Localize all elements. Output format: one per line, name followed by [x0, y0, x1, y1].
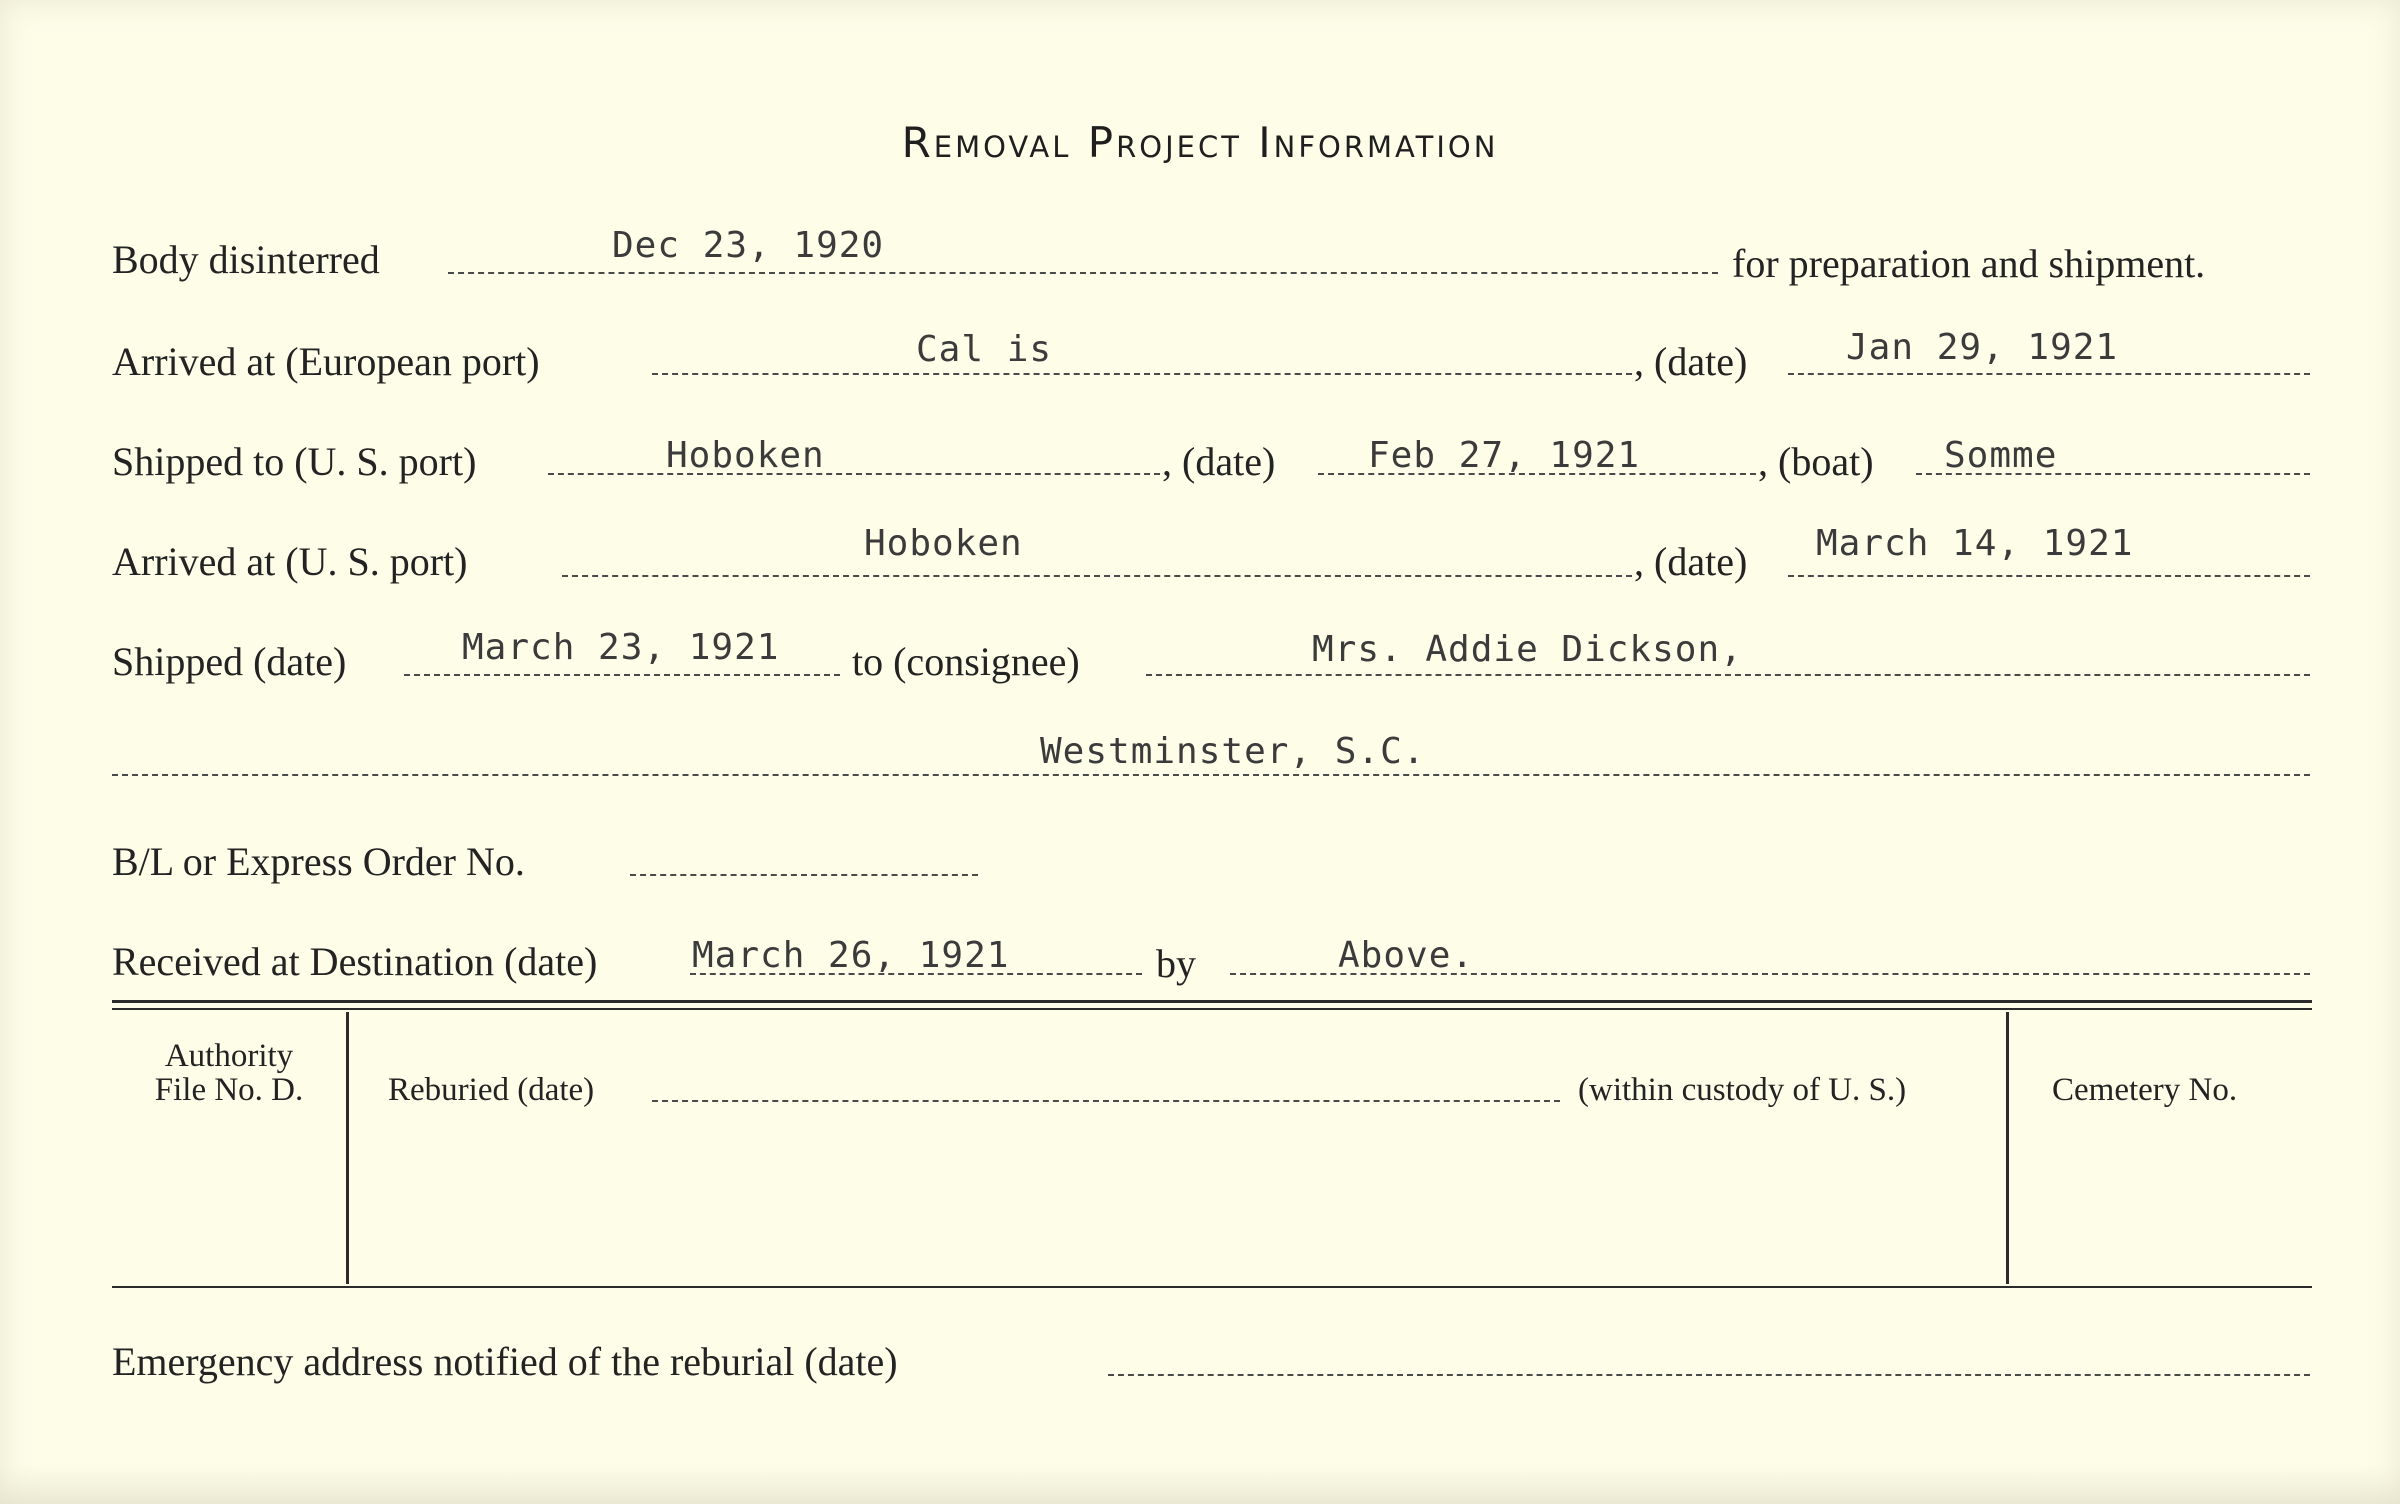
address-line: [112, 774, 2310, 776]
emergency-address-label: Emergency address notified of the reburial (date): [112, 1339, 898, 1384]
arrived-us-port-line: [562, 575, 1632, 577]
arrived-european-port-label: Arrived at (European port): [112, 339, 540, 384]
european-date-label: , (date): [1634, 339, 1748, 384]
consignee-line: [1146, 674, 2310, 676]
body-disinterred-line: [448, 272, 1718, 274]
custody-label: (within custody of U. S.): [1578, 1072, 1907, 1108]
body-disinterred-value: Dec 23, 1920: [612, 225, 885, 266]
arrived-us-date-line: [1788, 575, 2310, 577]
european-port-line: [652, 373, 1632, 375]
cemetery-no-label: Cemetery No.: [2052, 1072, 2238, 1108]
reburied-date-line: [652, 1100, 1560, 1102]
table-top-rule-inner: [112, 1008, 2312, 1010]
shipped-date-row-line: [404, 674, 840, 676]
table-divider-left: [346, 1012, 349, 1284]
preparation-shipment-text: for preparation and shipment.: [1732, 241, 2206, 286]
shipped-date-row-value: March 23, 1921: [462, 627, 780, 668]
received-label: Received at Destination (date): [112, 939, 598, 984]
shipped-date-label: , (date): [1162, 439, 1276, 484]
shipped-us-port-value: Hoboken: [666, 435, 825, 476]
emergency-address-line: [1108, 1374, 2310, 1376]
received-by-value: Above.: [1338, 935, 1475, 976]
authority-file-no-label: File No. D.: [154, 1072, 304, 1108]
shipped-us-port-label: Shipped to (U. S. port): [112, 439, 477, 484]
european-date-line: [1788, 373, 2310, 375]
bl-order-label: B/L or Express Order No.: [112, 839, 525, 884]
table-bottom-rule: [112, 1286, 2312, 1288]
authority-label: Authority: [164, 1038, 294, 1074]
form-title: Removal Project Information: [901, 118, 1499, 167]
shipped-date-row-label: Shipped (date): [112, 639, 347, 684]
arrived-us-date-label: , (date): [1634, 539, 1748, 584]
consignee-value: Mrs. Addie Dickson,: [1312, 629, 1743, 670]
table-top-rule: [112, 1000, 2312, 1003]
consignee-label: to (consignee): [852, 639, 1080, 684]
consignee-address-value: Westminster, S.C.: [1040, 731, 1426, 772]
arrived-us-port-label: Arrived at (U. S. port): [112, 539, 468, 584]
shipped-us-date-value: Feb 27, 1921: [1368, 435, 1641, 476]
european-date-value: Jan 29, 1921: [1846, 327, 2119, 368]
us-port-line: [548, 473, 1160, 475]
arrived-us-date-value: March 14, 1921: [1816, 523, 2134, 564]
reburied-date-label: Reburied (date): [388, 1072, 595, 1108]
by-label: by: [1156, 941, 1196, 986]
boat-label: , (boat): [1758, 439, 1874, 484]
arrived-us-port-value: Hoboken: [864, 523, 1023, 564]
boat-value: Somme: [1944, 435, 2058, 476]
body-disinterred-label: Body disinterred: [112, 237, 380, 282]
european-port-value: Cal is: [916, 329, 1053, 370]
bl-order-line: [630, 874, 978, 876]
received-date-value: March 26, 1921: [692, 935, 1010, 976]
table-divider-right: [2006, 1012, 2009, 1284]
